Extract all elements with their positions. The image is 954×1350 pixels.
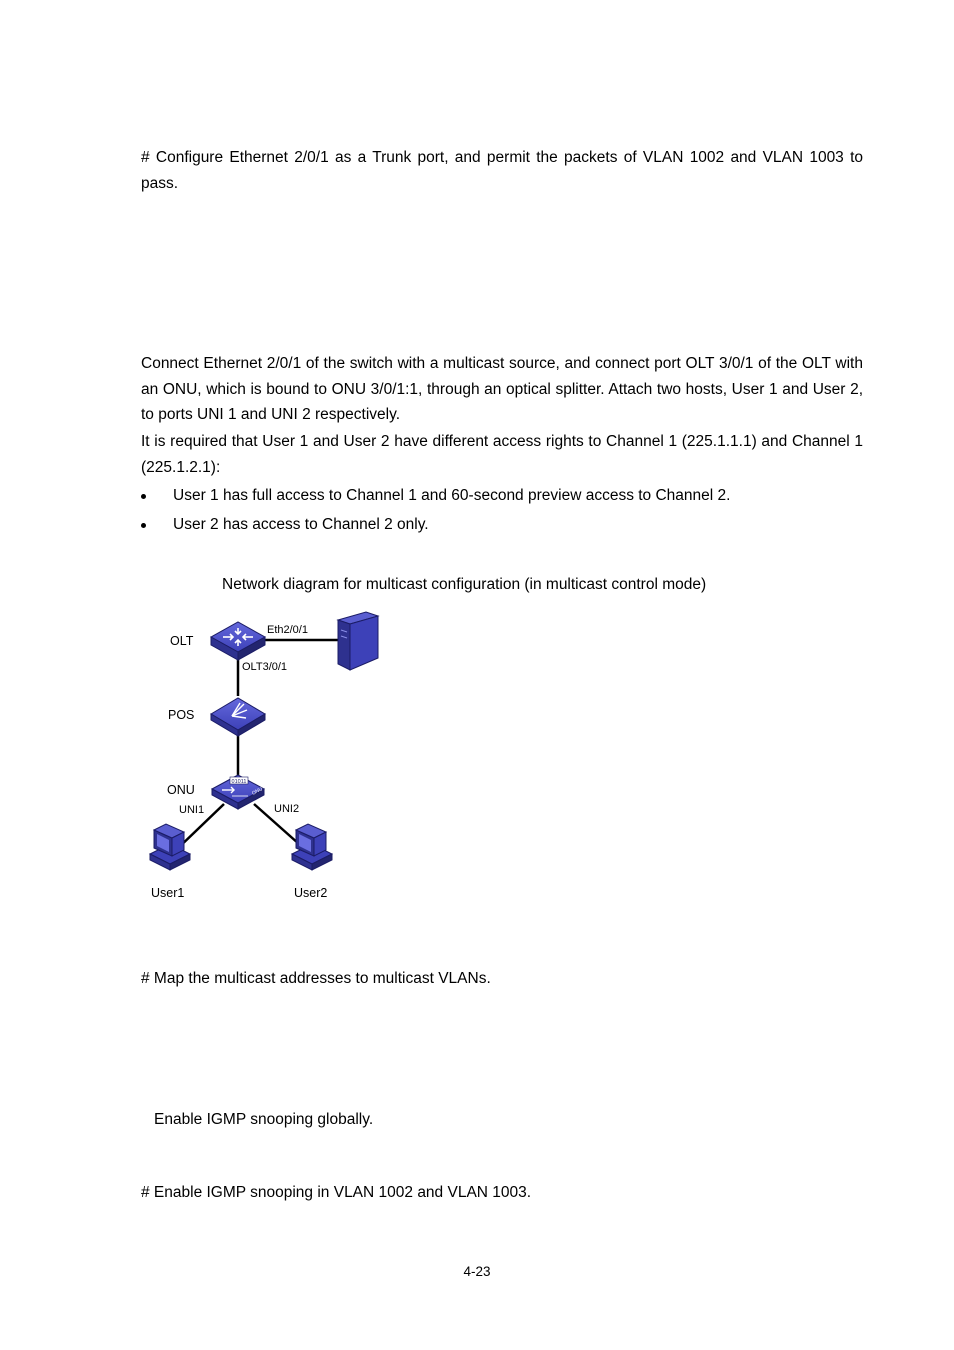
label-onu: ONU — [167, 783, 195, 797]
user2-pc-icon — [292, 824, 332, 870]
label-eth-port: Eth2/0/1 — [267, 624, 308, 636]
onu-badge-label: 01011 — [231, 779, 247, 785]
server-icon — [338, 612, 378, 670]
step-map-addresses: # Map the multicast addresses to multicast VLANs. — [141, 970, 491, 987]
paragraph-trunk-config: # Configure Ethernet 2/0/1 as a Trunk port, and permit the packets of VLAN 1002 and VLAN 1003 to pass. — [141, 149, 863, 192]
label-uni1: UNI1 — [179, 804, 205, 816]
bullet-dot-icon — [141, 523, 146, 528]
pos-splitter-icon — [211, 698, 265, 736]
label-olt: OLT — [170, 634, 194, 648]
bullet-dot-icon — [141, 494, 146, 499]
bullet-text: User 2 has access to Channel 2 only. — [173, 516, 429, 533]
step-enable-igmp-global: Enable IGMP snooping globally. — [154, 1111, 374, 1128]
label-pos: POS — [168, 708, 195, 722]
user1-pc-icon — [150, 824, 190, 870]
paragraph-access-requirement: It is required that User 1 and User 2 have different access rights to Channel 1 (225.1.1.1) and Channel 1 (225.1.2.1): — [141, 433, 863, 476]
step-enable-igmp-vlan: # Enable IGMP snooping in VLAN 1002 and VLAN 1003. — [141, 1184, 532, 1201]
paragraph-network-description: Connect Ethernet 2/0/1 of the switch with a multicast source, and connect port OLT 3/0/1 of the OLT with an ONU, which is bound to ONU 3/0/1:1, through an optical splitter. Attach two hosts, User 1 and User 2, to ports UNI 1 and UNI 2 respectively. — [141, 355, 863, 423]
onu-side-label: ONU — [251, 786, 264, 797]
bullet-text: User 1 has full access to Channel 1 and 60-second preview access to Channel 2. — [173, 487, 731, 504]
figure-caption: Network diagram for multicast configuration (in multicast control mode) — [222, 576, 707, 593]
onu-device-icon — [212, 775, 264, 809]
olt-switch-icon — [211, 622, 265, 660]
label-user2: User2 — [294, 886, 328, 900]
label-user1: User1 — [151, 886, 185, 900]
label-uni2: UNI2 — [274, 803, 300, 815]
page-number: 4-23 — [463, 1264, 491, 1279]
label-olt-port: OLT3/0/1 — [242, 661, 288, 673]
network-diagram — [140, 600, 400, 910]
